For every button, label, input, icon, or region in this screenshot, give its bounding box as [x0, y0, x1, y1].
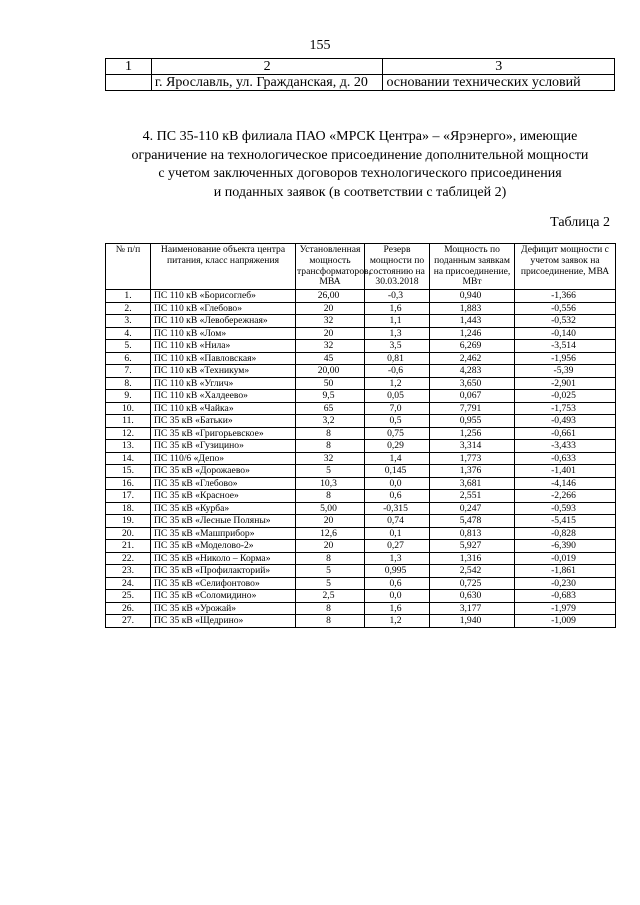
table-row — [106, 377, 616, 390]
installed-capacity: 8 — [296, 615, 365, 628]
substation-name: ПС 35 кВ «Моделово-2» — [151, 540, 296, 553]
substation-name: ПС 35 кВ «Щедрино» — [151, 615, 296, 628]
requested-power: 7,791 — [430, 402, 515, 415]
substation-name: ПС 35 кВ «Лесные Поляны» — [151, 515, 296, 528]
substation-name: ПС 110 кВ «Павловская» — [151, 352, 296, 365]
table-row — [106, 415, 616, 428]
power-reserve: -0,315 — [365, 502, 430, 515]
table-row — [106, 302, 616, 315]
row-number: 1. — [106, 290, 151, 303]
table-row — [106, 327, 616, 340]
power-deficit: -5,39 — [515, 365, 616, 378]
substation-name: ПС 35 кВ «Курба» — [151, 502, 296, 515]
requested-power: 0,247 — [430, 502, 515, 515]
table-row — [106, 565, 616, 578]
installed-capacity: 20 — [296, 302, 365, 315]
row-number: 19. — [106, 515, 151, 528]
power-reserve: 1,1 — [365, 315, 430, 328]
header-name: Наименование объекта центра питания, класс напряжения — [151, 244, 296, 290]
row-number: 4. — [106, 327, 151, 340]
power-reserve: 7,0 — [365, 402, 430, 415]
power-reserve: 0,5 — [365, 415, 430, 428]
power-reserve: 1,2 — [365, 377, 430, 390]
requested-power: 3,681 — [430, 477, 515, 490]
installed-capacity: 2,5 — [296, 590, 365, 603]
installed-capacity: 3,2 — [296, 415, 365, 428]
power-deficit: -0,230 — [515, 577, 616, 590]
power-reserve: 0,6 — [365, 577, 430, 590]
power-reserve: 0,27 — [365, 540, 430, 553]
requested-power: 3,177 — [430, 602, 515, 615]
power-deficit: -3,514 — [515, 340, 616, 353]
substation-name: ПС 35 кВ «Урожай» — [151, 602, 296, 615]
substation-name: ПС 35 кВ «Николо – Корма» — [151, 552, 296, 565]
row-number: 2. — [106, 302, 151, 315]
requested-power: 0,725 — [430, 577, 515, 590]
table-body — [106, 290, 616, 628]
row-number: 5. — [106, 340, 151, 353]
power-deficit: -1,009 — [515, 615, 616, 628]
address-cell: г. Ярославль, ул. Гражданская, д. 20 — [151, 75, 383, 91]
row-number: 3. — [106, 315, 151, 328]
substation-name: ПС 35 кВ «Машприбор» — [151, 527, 296, 540]
installed-capacity: 8 — [296, 440, 365, 453]
requested-power: 0,955 — [430, 415, 515, 428]
installed-capacity: 8 — [296, 602, 365, 615]
table-row — [106, 340, 616, 353]
row-number: 8. — [106, 377, 151, 390]
table-row — [106, 390, 616, 403]
installed-capacity: 8 — [296, 490, 365, 503]
power-reserve: 1,3 — [365, 327, 430, 340]
column-number-3: 3 — [383, 59, 615, 75]
row-number: 10. — [106, 402, 151, 415]
requested-power: 1,773 — [430, 452, 515, 465]
row-number: 12. — [106, 427, 151, 440]
power-deficit: -0,828 — [515, 527, 616, 540]
substation-name: ПС 35 кВ «Григорьевское» — [151, 427, 296, 440]
table-row — [106, 290, 616, 303]
installed-capacity: 9,5 — [296, 390, 365, 403]
power-deficit: -1,401 — [515, 465, 616, 478]
row-number: 16. — [106, 477, 151, 490]
power-deficit: -2,901 — [515, 377, 616, 390]
power-deficit: -0,683 — [515, 590, 616, 603]
requested-power: 1,940 — [430, 615, 515, 628]
table-row — [106, 440, 616, 453]
row-number: 13. — [106, 440, 151, 453]
power-reserve: 0,81 — [365, 352, 430, 365]
power-deficit: -3,433 — [515, 440, 616, 453]
substation-name: ПС 35 кВ «Батьки» — [151, 415, 296, 428]
installed-capacity: 65 — [296, 402, 365, 415]
power-deficit: -1,366 — [515, 290, 616, 303]
requested-power: 2,462 — [430, 352, 515, 365]
power-deficit: -0,661 — [515, 427, 616, 440]
installed-capacity: 12,6 — [296, 527, 365, 540]
table-row — [106, 552, 616, 565]
power-deficit: -0,140 — [515, 327, 616, 340]
substation-name: ПС 110 кВ «Техникум» — [151, 365, 296, 378]
row-number: 17. — [106, 490, 151, 503]
substation-name: ПС 35 кВ «Красное» — [151, 490, 296, 503]
table-row — [106, 315, 616, 328]
installed-capacity: 45 — [296, 352, 365, 365]
basis-cell: основании технических условий — [383, 75, 615, 91]
heading-line: ограничение на технологическое присоединение дополнительной мощности — [131, 147, 589, 163]
power-deficit: -0,556 — [515, 302, 616, 315]
substation-name: ПС 35 кВ «Дорожаево» — [151, 465, 296, 478]
row-number: 23. — [106, 565, 151, 578]
table-row — [106, 502, 616, 515]
installed-capacity: 32 — [296, 452, 365, 465]
page-number: 155 — [309, 38, 331, 53]
power-reserve: 1,3 — [365, 552, 430, 565]
row-number: 15. — [106, 465, 151, 478]
row-number: 21. — [106, 540, 151, 553]
table-row — [106, 452, 616, 465]
installed-capacity: 5 — [296, 565, 365, 578]
power-reserve: 0,75 — [365, 427, 430, 440]
requested-power: 0,940 — [430, 290, 515, 303]
power-reserve: -0,3 — [365, 290, 430, 303]
table-row — [106, 365, 616, 378]
power-reserve: 0,05 — [365, 390, 430, 403]
row-number: 14. — [106, 452, 151, 465]
substation-name: ПС 110 кВ «Лом» — [151, 327, 296, 340]
heading-line: с учетом заключенных договоров технологического присоединения — [158, 166, 562, 181]
installed-capacity: 5 — [296, 577, 365, 590]
requested-power: 6,269 — [430, 340, 515, 353]
table-cell — [106, 75, 152, 91]
power-reserve: 3,5 — [365, 340, 430, 353]
requested-power: 3,650 — [430, 377, 515, 390]
power-deficit: -5,415 — [515, 515, 616, 528]
installed-capacity: 20 — [296, 515, 365, 528]
power-reserve: -0,6 — [365, 365, 430, 378]
requested-power: 1,443 — [430, 315, 515, 328]
substation-name: ПС 110/6 «Депо» — [151, 452, 296, 465]
header-capacity: Установленная мощность трансформаторов, МВА — [296, 244, 365, 290]
requested-power: 0,630 — [430, 590, 515, 603]
power-deficit: -0,019 — [515, 552, 616, 565]
requested-power: 2,551 — [430, 490, 515, 503]
table-row — [106, 527, 616, 540]
power-reserve: 0,0 — [365, 477, 430, 490]
table-row — [106, 615, 616, 628]
table-row — [106, 427, 616, 440]
continuation-table-header-row — [106, 59, 615, 75]
header-reserve: Резерв мощности по состоянию на 30.03.2018 — [365, 244, 430, 290]
requested-power: 0,813 — [430, 527, 515, 540]
requested-power: 0,067 — [430, 390, 515, 403]
table-row — [106, 490, 616, 503]
table-row — [106, 477, 616, 490]
substation-name: ПС 35 кВ «Соломидино» — [151, 590, 296, 603]
power-deficit: -0,633 — [515, 452, 616, 465]
table-row — [106, 540, 616, 553]
installed-capacity: 20 — [296, 327, 365, 340]
requested-power: 1,246 — [430, 327, 515, 340]
substation-name: ПС 110 кВ «Глебово» — [151, 302, 296, 315]
requested-power: 5,927 — [430, 540, 515, 553]
row-number: 25. — [106, 590, 151, 603]
power-reserve: 0,995 — [365, 565, 430, 578]
installed-capacity: 5,00 — [296, 502, 365, 515]
table-caption: Таблица 2 — [550, 215, 610, 230]
substation-name: ПС 110 кВ «Борисоглеб» — [151, 290, 296, 303]
power-deficit: -4,146 — [515, 477, 616, 490]
power-deficit: -2,266 — [515, 490, 616, 503]
requested-power: 1,256 — [430, 427, 515, 440]
requested-power: 1,316 — [430, 552, 515, 565]
power-deficit: -6,390 — [515, 540, 616, 553]
header-number: № п/п — [106, 244, 151, 290]
requested-power: 4,283 — [430, 365, 515, 378]
requested-power: 2,542 — [430, 565, 515, 578]
installed-capacity: 50 — [296, 377, 365, 390]
requested-power: 3,314 — [430, 440, 515, 453]
requested-power: 1,376 — [430, 465, 515, 478]
table-row — [106, 402, 616, 415]
table-row — [106, 515, 616, 528]
substation-name: ПС 35 кВ «Профилакторий» — [151, 565, 296, 578]
row-number: 24. — [106, 577, 151, 590]
row-number: 26. — [106, 602, 151, 615]
power-reserve: 0,6 — [365, 490, 430, 503]
installed-capacity: 26,00 — [296, 290, 365, 303]
power-reserve: 0,74 — [365, 515, 430, 528]
installed-capacity: 20 — [296, 540, 365, 553]
continuation-table — [105, 58, 615, 91]
row-number: 6. — [106, 352, 151, 365]
substation-name: ПС 35 кВ «Гузицино» — [151, 440, 296, 453]
column-number-2: 2 — [151, 59, 383, 75]
installed-capacity: 8 — [296, 552, 365, 565]
row-number: 11. — [106, 415, 151, 428]
power-deficit: -1,753 — [515, 402, 616, 415]
substation-name: ПС 110 кВ «Чайка» — [151, 402, 296, 415]
installed-capacity: 32 — [296, 340, 365, 353]
power-reserve: 0,0 — [365, 590, 430, 603]
installed-capacity: 32 — [296, 315, 365, 328]
header-requests: Мощность по поданным заявкам на присоединение, МВт — [430, 244, 515, 290]
power-deficit: -0,593 — [515, 502, 616, 515]
power-deficit: -0,532 — [515, 315, 616, 328]
power-reserve: 1,6 — [365, 302, 430, 315]
row-number: 20. — [106, 527, 151, 540]
heading-line: и поданных заявок (в соответствии с таблицей 2) — [213, 184, 507, 200]
power-deficit: -1,979 — [515, 602, 616, 615]
power-reserve: 0,145 — [365, 465, 430, 478]
power-deficit: -0,493 — [515, 415, 616, 428]
table-row — [106, 465, 616, 478]
substation-name: ПС 35 кВ «Глебово» — [151, 477, 296, 490]
power-reserve: 1,6 — [365, 602, 430, 615]
table-row — [106, 577, 616, 590]
table-header-row — [106, 244, 616, 290]
substation-name: ПС 110 кВ «Углич» — [151, 377, 296, 390]
requested-power: 1,883 — [430, 302, 515, 315]
row-number: 7. — [106, 365, 151, 378]
table-row — [106, 602, 616, 615]
installed-capacity: 10,3 — [296, 477, 365, 490]
substation-name: ПС 35 кВ «Селифонтово» — [151, 577, 296, 590]
header-deficit: Дефицит мощности с учетом заявок на присоединение, МВА — [515, 244, 616, 290]
installed-capacity: 20,00 — [296, 365, 365, 378]
substation-name: ПС 110 кВ «Халдеево» — [151, 390, 296, 403]
row-number: 18. — [106, 502, 151, 515]
power-reserve: 1,2 — [365, 615, 430, 628]
substation-name: ПС 110 кВ «Нила» — [151, 340, 296, 353]
section-heading — [100, 128, 620, 202]
power-reserve: 0,29 — [365, 440, 430, 453]
row-number: 27. — [106, 615, 151, 628]
power-reserve: 1,4 — [365, 452, 430, 465]
power-deficit: -1,956 — [515, 352, 616, 365]
heading-line: 4. ПС 35-110 кВ филиала ПАО «МРСК Центра» – «Ярэнерго», имеющие — [142, 129, 578, 144]
installed-capacity: 8 — [296, 427, 365, 440]
requested-power: 5,478 — [430, 515, 515, 528]
row-number: 22. — [106, 552, 151, 565]
power-reserve: 0,1 — [365, 527, 430, 540]
power-deficit: -1,861 — [515, 565, 616, 578]
substation-table — [105, 243, 616, 628]
substation-name: ПС 110 кВ «Левобережная» — [151, 315, 296, 328]
row-number: 9. — [106, 390, 151, 403]
installed-capacity: 5 — [296, 465, 365, 478]
column-number-1: 1 — [106, 59, 152, 75]
power-deficit: -0,025 — [515, 390, 616, 403]
table-row — [106, 352, 616, 365]
table-row — [106, 590, 616, 603]
continuation-table-row — [106, 75, 615, 91]
